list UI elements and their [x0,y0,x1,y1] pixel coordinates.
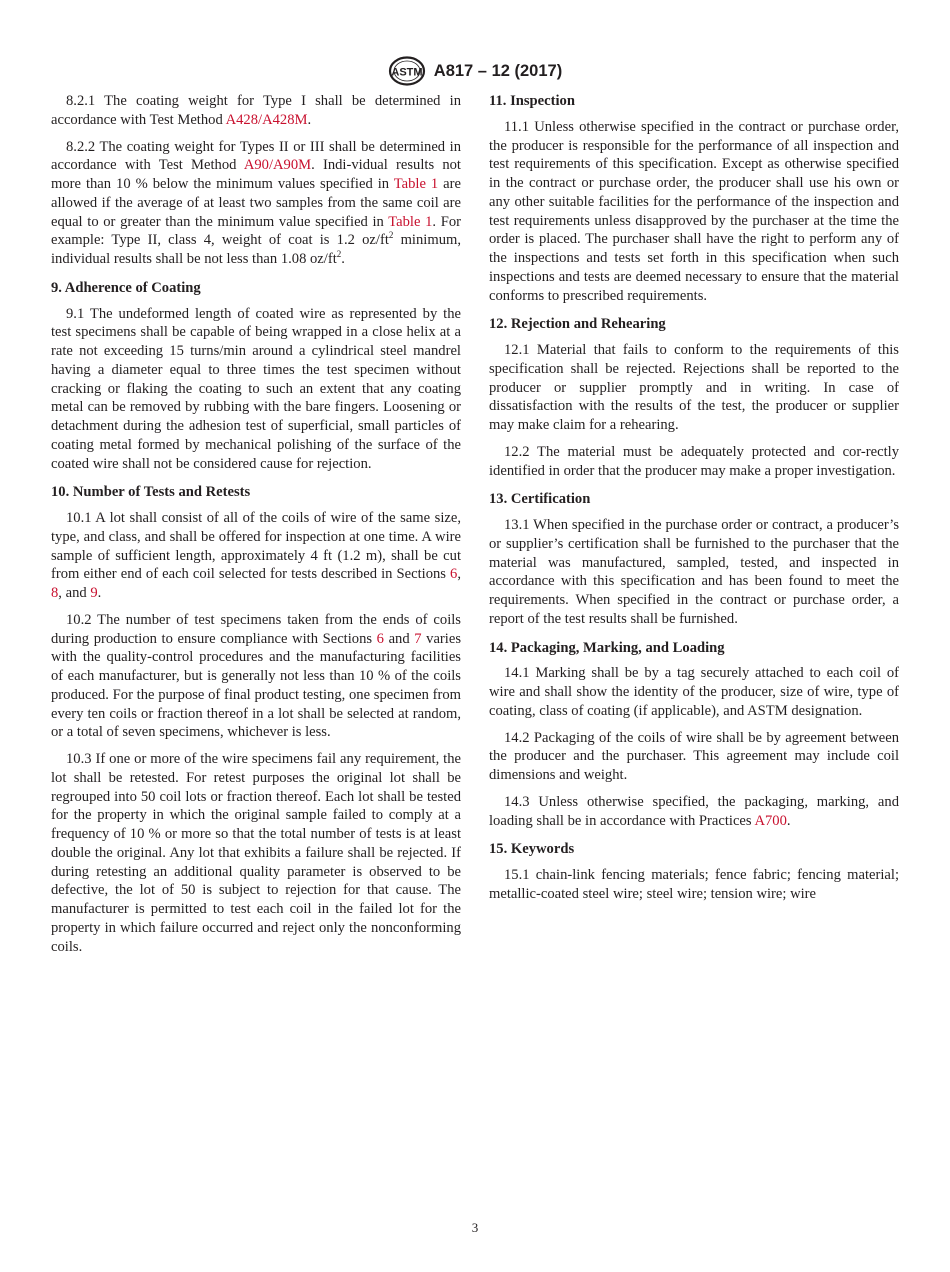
link-a428[interactable]: A428/A428M [225,111,308,128]
link-section-9[interactable]: 9 [90,585,98,601]
paragraph-14-2: 14.2 Packaging of the coils of wire shall be by agreement between the producer and the purchaser. This agreement may include coil dimensions and weight. [489,729,899,783]
page-header [0,56,950,86]
left-column [51,92,461,964]
paragraph-14-1: 14.1 Marking shall be by a tag securely attached to each coil of wire and shall show the identity of the producer, size of wire, type of coating, class of coating (if applicable), and ASTM designation. [489,665,899,719]
page-number: 3 [471,1220,479,1235]
paragraph-13-1: 13.1 When specified in the purchase order or contract, a producer’s or supplier’s certification shall be furnished to the purchaser that the material was manufactured, sampled, tested, and inspected in accordance with this specification and has been found to meet the requirements. When specified in the contract or purchase order, a report of the test results shall be furnished. [489,517,899,627]
astm-logo-text: ASTM [391,66,423,79]
paragraph-11-1: 11.1 Unless otherwise specified in the contract or purchase order, the producer is responsible for the performance of all inspection and test requirements of this specification. Except as otherwise specified in the contract or purchase order, the producer shall use his own or any other suitable facilities for the performance of the inspection and test requirements unless disapproved by the purchaser at the time the order is placed. The purchaser shall have the right to perform any of the inspections and tests set forth in this specification when such inspections and tests are deemed necessary to ensure that the material conforms to prescribed requirements. [489,118,899,304]
section-9-heading: 9. Adherence of Coating [51,279,201,296]
link-section-8[interactable]: 8 [51,585,59,601]
section-14-heading: 14. Packaging, Marking, and Loading [489,639,725,656]
section-10-heading: 10. Number of Tests and Retests [51,484,251,501]
link-table-1[interactable]: Table 1 [388,213,433,230]
paragraph-14-3: 14.3 Unless otherwise specified, the packaging, marking, and loading shall be in accordance with Practices A700. [489,793,899,829]
paragraph-10-1: 10.1 A lot shall consist of all of the coils of wire of the same size, type, and class, and shall be offered for inspection at one time. A wire sample of sufficient length, approximately 4 ft (1.2 m), shall be cut from either end of each coil selected for tests described in Sections 6, 8, and 9. [51,510,461,601]
paragraph-9-1: 9.1 The undeformed length of coated wire as represented by the test specimens shall be capable of being wrapped in a close helix at a rate not exceeding 15 turns/min around a cylindrical steel mandrel having a diameter equal to three times the test specimen without cracking or flaking the coating to such an extent that any coating metal can be removed by rubbing with the bare fingers. Loosening or detachment during the adhesion test of superficial, small particles of coating metal formed by mechanical polishing of the surface of the coated wire shall not be considered cause for rejection. [51,305,461,472]
link-table-1[interactable]: Table 1 [393,176,439,192]
standard-designation: A817 – 12 (2017) [433,61,563,80]
link-section-6[interactable]: 6 [376,630,384,647]
link-a700[interactable]: A700 [754,812,787,829]
link-section-7[interactable]: 7 [414,630,422,647]
paragraph-15-1: 15.1 chain-link fencing materials; fence fabric; fencing material; metallic-coated steel wire; steel wire; tension wire; wire [489,867,899,902]
section-12-heading: 12. Rejection and Rehearing [489,316,666,333]
paragraph-10-3: 10.3 If one or more of the wire specimens fail any requirement, the lot shall be retested. For retest purposes the original lot shall be regrouped into 50 coil lots or fraction thereof. Each lot shall be tested for the property in which the original sample failed to comply at a frequency of 10 % or more so that the total number of tests is at least double the original. Any lot that exhibits a failure shall be rejected. If during retesting an additional quality parameter is observed to be defective, the lot of 50 is subject to rejection for that cause. The manufacturer is permitted to test each coil in the failed lot for the property in which failure occurred and reject only the nonconforming coils. [51,751,461,955]
section-11-heading: 11. Inspection [489,93,575,109]
paragraph-8-2-1: 8.2.1 The coating weight for Type I shall be determined in accordance with Test Method A428/A428M. [51,93,461,128]
section-13-heading: 13. Certification [489,491,591,508]
paragraph-12-1: 12.1 Material that fails to conform to the requirements of this specification shall be rejected. Rejections shall be reported to the producer or supplier promptly and in writing. In case of dissatisfaction with the results of the test, the producer or supplier may make claim for a rehearing. [489,342,899,433]
paragraph-10-2: 10.2 The number of test specimens taken from the ends of coils during production to ensure compliance with Sections 6 and 7 varies with the quality-control procedures and the manufacturing facilities of each manufacturer, but is generally not less than 10 % of the coils produced. For the purpose of final product testing, one specimen from every ten coils or fraction thereof in a lot shall be selected at random, or a total of seven specimens, whichever is less. [51,611,461,741]
right-column [489,92,899,912]
paragraph-8-2-2: 8.2.2 The coating weight for Types II or III shall be determined in accordance with Test Method A90/A90M. Indi-vidual results not more than 10 % below the minimum values specified in Table 1 are allowed if the average of at least two samples from the same coil are equal to or greater than the minimum value specified in Table 1. For example: Type II, class 4, weight of coat is 1.2 $oz/ft^2$ minimum, individual results shall be not less than 1.08 $oz/ft^2$. [51,138,461,267]
astm-logo [388,56,426,86]
section-15-heading: 15. Keywords [489,841,575,858]
link-section-6[interactable]: 6 [450,566,458,583]
link-a90[interactable]: A90/A90M [243,157,312,174]
paragraph-12-2: 12.2 The material must be adequately protected and cor-rectly identified in order that the producer may make a proper investigation. [489,443,899,479]
